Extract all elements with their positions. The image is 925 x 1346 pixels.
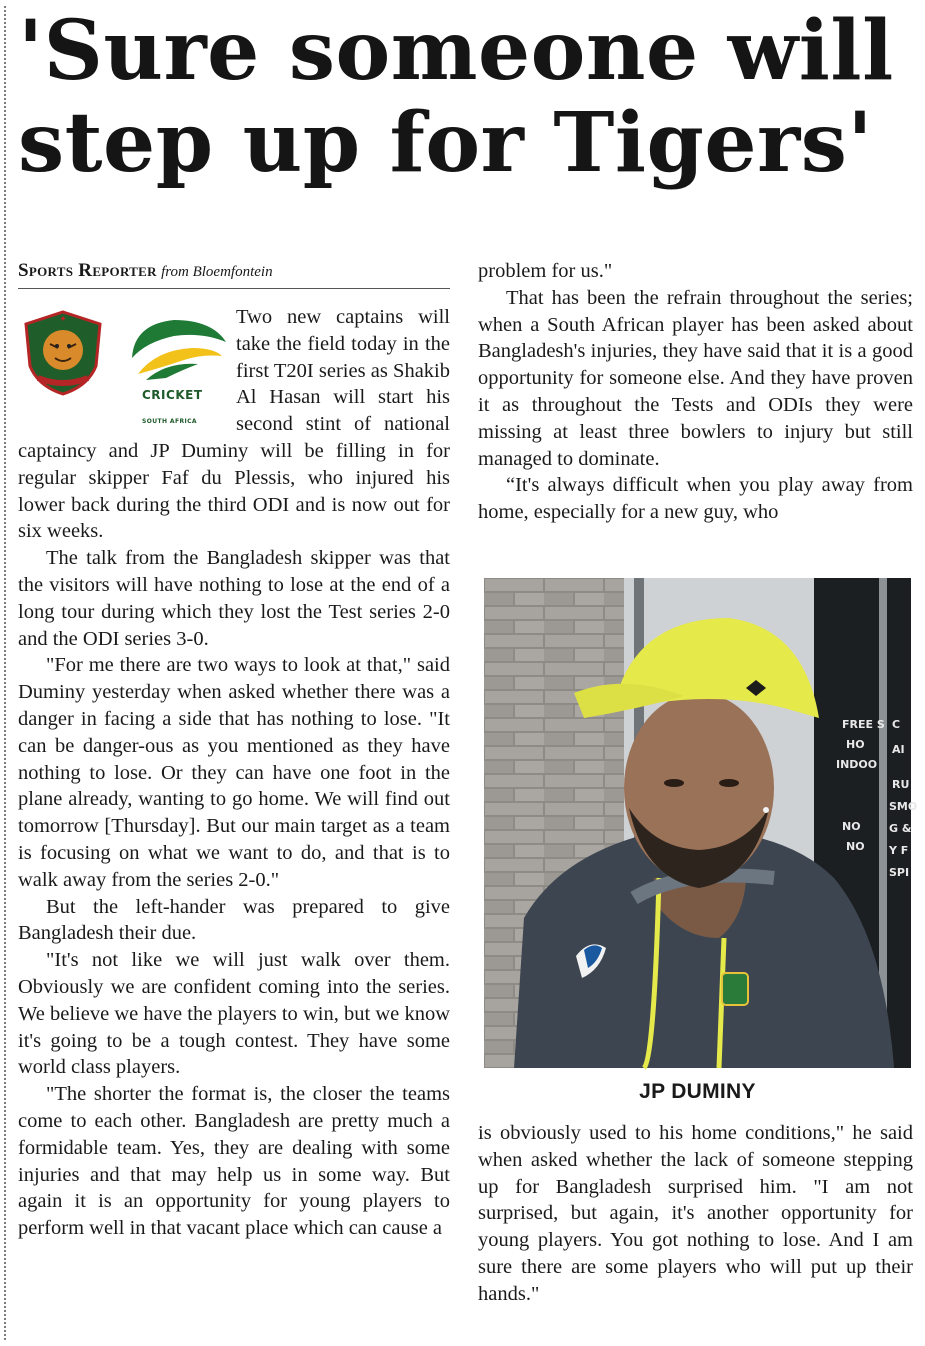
- headline: [18, 3, 918, 191]
- headline-line-1: 'Sure someone will: [18, 3, 894, 99]
- paragraph: But the left-hander was prepared to give Bangladesh their due.: [18, 895, 450, 945]
- csa-wordmark: [142, 382, 222, 436]
- svg-text:◆: ◆: [60, 315, 66, 322]
- sign-text: FREE S: [842, 718, 885, 731]
- article-right-column-bottom: [478, 1120, 913, 1308]
- bangladesh-cricket-board-logo: [18, 308, 108, 398]
- sign-text: RU: [892, 778, 910, 791]
- page-edge-rule: [4, 6, 6, 1340]
- paragraph: “It's always difficult when you play away from home, especially for a new guy, who: [478, 474, 913, 524]
- sign-text: G &: [889, 822, 912, 835]
- csa-wordmark-line-1: CRICKET: [142, 388, 203, 402]
- headline-line-2: step up for Tigers': [18, 94, 873, 191]
- byline-reporter: Sports Reporter: [18, 260, 157, 281]
- sign-text: NO: [842, 820, 861, 833]
- paragraph: The talk from the Bangladesh skipper was that the visitors will have nothing to lose at the end of a long tour during which they lost the Test series 2-0 and the ODI series 3-0.: [18, 547, 450, 650]
- byline: [18, 260, 450, 289]
- paragraph: "The shorter the format is, the closer the teams come to each other. Bangladesh are pretty much a formidable team. Yes, they are dealing with some injuries and that may help us in some way. But again it is an opportunity for young players to perform well in that vacant place which can cause a: [18, 1083, 450, 1240]
- paragraph: is obviously used to his home conditions," he said when asked whether the lack of someone stepping up for Bangladesh surprised him. "I am not surprised, but again, it's another opportunity for young players. You got nothing to lose. And I am sure there are some players who will put up their hands.": [478, 1122, 913, 1305]
- sign-text: HO: [846, 738, 865, 751]
- paragraph: That has been the refrain throughout the series; when a South African player has been asked about Bangladesh's injuries, they have said that it is a good opportunity for someone else. And they have proven it as throughout the Tests and ODIs they were missing at least three bowlers to injury but still managed to dominate.: [478, 286, 913, 470]
- sign-text: SMO: [889, 800, 918, 813]
- sign-text: AI: [892, 743, 905, 756]
- photo-caption: JP DUMINY: [639, 1080, 756, 1103]
- sign-text: Y F: [889, 844, 909, 857]
- article-left-column: [18, 304, 450, 1242]
- paragraph: Two new captains will take the field today in the first T20I series as Shakib Al Hasan will start his second stint of national captaincy and JP Duminy will be filling in for regular skipper Faf du Plessis, who injured his lower back during the third ODI and is now out for six weeks.: [18, 306, 450, 543]
- sign-text: INDOO: [836, 758, 878, 771]
- paragraph: "For me there are two ways to look at that," said Duminy yesterday when asked whether there was a danger in facing a side that has nothing to lose. "It can be danger-ous as you mentioned as they have nothing to lose. Or they can have one foot in the plane already, wanting to go home. We will find out tomorrow [Thursday]. But our main target as a team is focusing on what we want to do, and that is to walk away from the series 2-0.": [18, 654, 450, 891]
- sign-text: SPI: [889, 866, 910, 879]
- team-logos: [18, 308, 228, 425]
- sign-text: NO: [846, 840, 865, 853]
- sign-text: C: [892, 718, 901, 731]
- article-right-column-top: [478, 258, 913, 526]
- paragraph: "It's not like we will just walk over them. Obviously we are confident coming into the series. We believe we have the players to win, but we know it's going to be a tough contest. They have some world class players.: [18, 949, 450, 1079]
- player-photo: [484, 578, 918, 1068]
- csa-wordmark-line-2: SOUTH AFRICA: [142, 417, 197, 425]
- byline-location: from Bloemfontein: [161, 264, 273, 280]
- paragraph: problem for us.": [478, 260, 613, 282]
